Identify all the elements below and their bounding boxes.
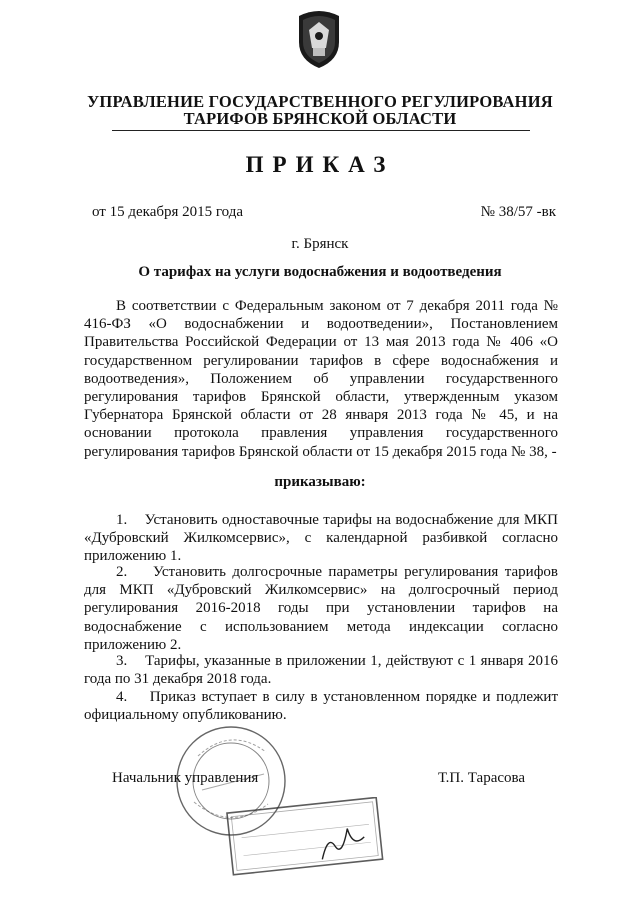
order-date: от 15 декабря 2015 года xyxy=(92,204,244,220)
copy-certified-stamp-icon xyxy=(224,797,388,879)
order-item-4: 4. Приказ вступает в силу в установленном порядке и подлежит официальному опубликованию. xyxy=(84,689,558,724)
document-title: ПРИКАЗ xyxy=(245,152,395,177)
signer-name: Т.П. Тарасова xyxy=(438,770,526,786)
organization-name-line2: ТАРИФОВ БРЯНСКОЙ ОБЛАСТИ xyxy=(183,109,457,128)
order-item-3: 3. Тарифы, указанные в приложении 1, действуют с 1 января 2016 года по 31 декабря 2018 года. xyxy=(84,653,558,688)
preamble-paragraph: В соответствии с Федеральным законом от 7 декабря 2011 года № 416-ФЗ «О водоснабжении и водоотведении», Постановлением Правительства Российской Федерации от 13 мая 2013 года № 406 «О государственном регулировании тарифов в сфере водоснабжения и водоотведения», Положением об управлении государственного регулирования тарифов Брянской области, утвержденным указом Губернатора Брянской области от 28 января 2013 года № 45, и на основании протокола правления управления государственного регулирования тарифов Брянской области от 15 декабря 2015 года № 38, - xyxy=(84,298,558,460)
order-item-2: 2. Установить долгосрочные параметры регулирования тарифов для МКП «Дубровский Жилкомсервис» на долгосрочный период регулирования 2016-2018 годы при установлении тарифов на водоснабжение с использованием метода индексации согласно приложению 2. xyxy=(84,564,558,653)
orders-heading: приказываю: xyxy=(274,474,366,490)
coat-of-arms-icon xyxy=(293,8,345,70)
organization-name-line1: УПРАВЛЕНИЕ ГОСУДАРСТВЕННОГО РЕГУЛИРОВАНИЯ xyxy=(87,92,553,111)
signer-role: Начальник управления xyxy=(112,770,259,786)
order-subject: О тарифах на услуги водоснабжения и водоотведения xyxy=(138,264,502,280)
header-divider xyxy=(112,130,530,131)
order-item-1: 1. Установить одноставочные тарифы на водоснабжение для МКП «Дубровский Жилкомсервис», с календарной разбивкой согласно приложению 1. xyxy=(84,512,558,565)
order-number: № 38/57 -вк xyxy=(480,204,556,220)
order-city: г. Брянск xyxy=(291,236,349,252)
